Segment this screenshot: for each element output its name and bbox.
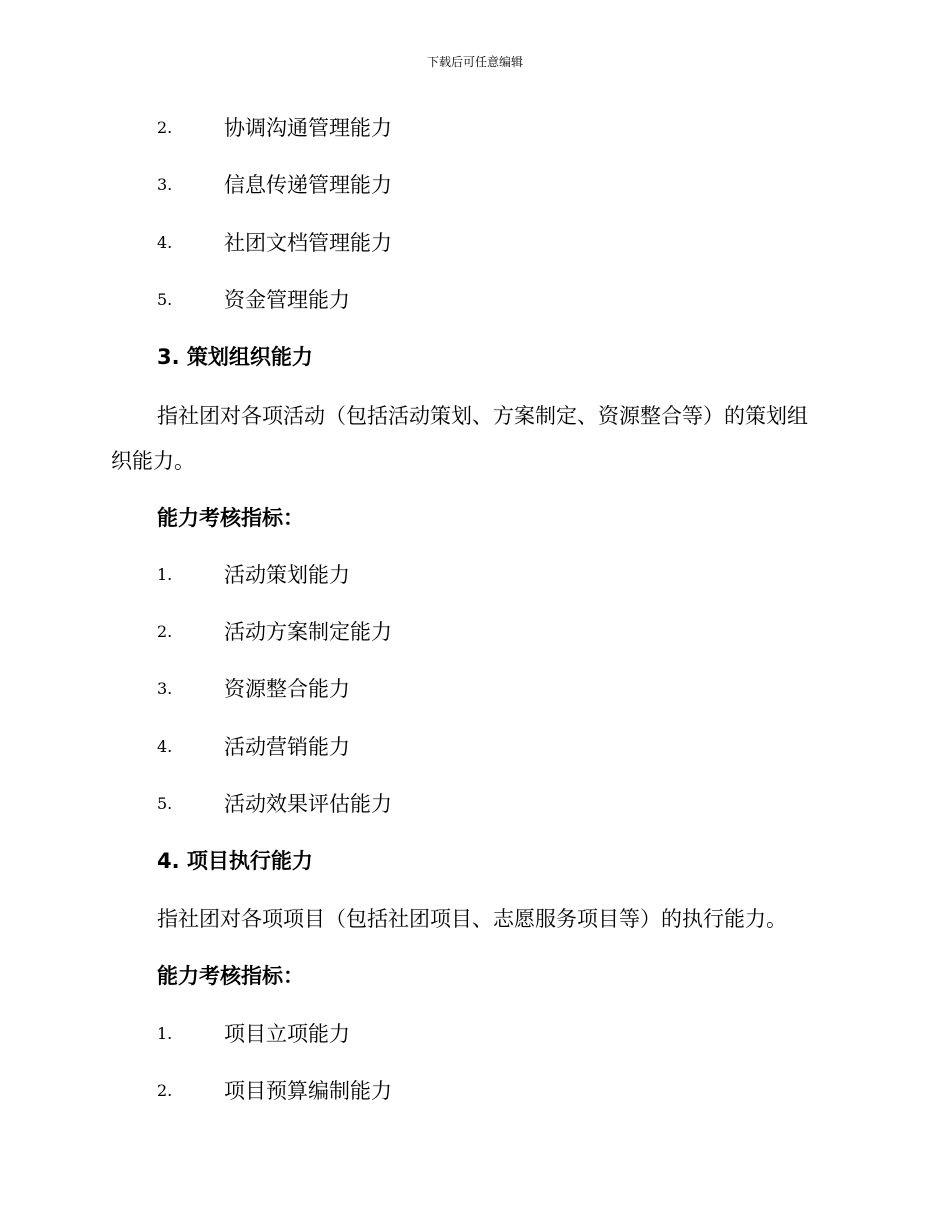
list-number: 5.: [157, 794, 173, 813]
list-text: 活动方案制定能力: [224, 620, 392, 644]
section-description-continued: 织能力。: [111, 449, 195, 473]
list-number: 4.: [157, 233, 173, 252]
indicator-label: 能力考核指标：: [157, 506, 304, 530]
section-heading: 3. 策划组织能力: [157, 345, 313, 369]
list-number: 2.: [157, 118, 173, 137]
list-number: 3.: [157, 175, 173, 194]
list-number: 2.: [157, 622, 173, 641]
list-text: 协调沟通管理能力: [224, 116, 392, 140]
list-text: 项目立项能力: [224, 1022, 350, 1046]
list-text: 项目预算编制能力: [224, 1079, 392, 1103]
list-text: 活动营销能力: [224, 735, 350, 759]
list-text: 社团文档管理能力: [224, 231, 392, 255]
list-text: 资金管理能力: [224, 288, 350, 312]
indicator-label: 能力考核指标：: [157, 964, 304, 988]
section-description: 指社团对各项活动（包括活动策划、方案制定、资源整合等）的策划组: [157, 404, 808, 428]
list-number: 5.: [157, 290, 173, 309]
list-number: 1.: [157, 565, 173, 584]
section-description: 指社团对各项项目（包括社团项目、志愿服务项目等）的执行能力。: [157, 907, 787, 931]
list-number: 1.: [157, 1024, 173, 1043]
list-text: 活动策划能力: [224, 563, 350, 587]
list-text: 活动效果评估能力: [224, 792, 392, 816]
list-number: 2.: [157, 1081, 173, 1100]
page-header: 下载后可任意编辑: [426, 55, 523, 69]
list-text: 信息传递管理能力: [224, 173, 392, 197]
list-number: 4.: [157, 737, 173, 756]
section-heading: 4. 项目执行能力: [157, 849, 313, 873]
list-number: 3.: [157, 679, 173, 698]
list-text: 资源整合能力: [224, 677, 350, 701]
